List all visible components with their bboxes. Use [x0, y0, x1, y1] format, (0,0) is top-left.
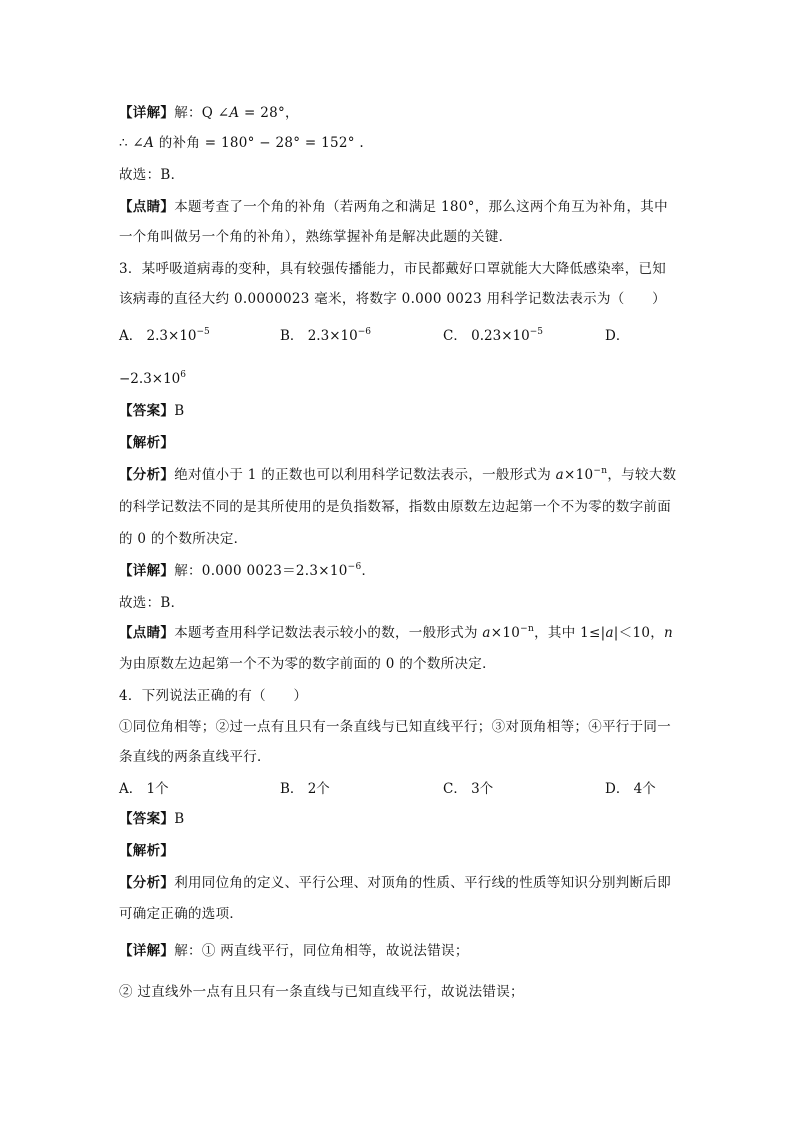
q4-option-b: B． 2个 — [280, 781, 330, 797]
detail-4-line-2: ② 过直线外一点有且只有一条直线与已知直线平行，故说法错误； — [119, 984, 524, 1000]
q3-option-d-letter: D． — [605, 328, 630, 344]
analysis-heading-4: 【解析】 — [119, 843, 175, 859]
analysis-3-line-2: 的科学记数法不同的是其所使用的是负指数幂，指数由原数左边起第一个不为零的数字前面 — [119, 499, 671, 515]
answer-3: 【答案】B — [119, 403, 185, 419]
circled-number-1: ① — [201, 943, 216, 959]
analysis-heading-3: 【解析】 — [119, 435, 175, 451]
q3-option-a: A． $2.3\times 10^{-5}$ — [119, 327, 210, 344]
q4-option-c: C． 3个 — [443, 781, 494, 797]
choose-line-3: 故选：B． — [119, 595, 185, 611]
label-analysis: 【分析】 — [119, 875, 175, 891]
question-3-line-2: 该病毒的直径大约 0.0000023 毫米，将数字 0.000 0023 用科学记数法表示为（ ） — [119, 291, 666, 307]
label-remark: 【点睛】 — [119, 625, 175, 641]
remark-3-line-1: 【点睛】本题考查用科学记数法表示较小的数，一般形式为 $a\times 10^{-n}$，其中 1≤|a|＜10，n — [119, 624, 674, 641]
detail-4-line-1: 【详解】解：① 两直线平行，同位角相等，故说法错误； — [119, 943, 469, 959]
analysis-4-line-1: 【分析】利用同位角的定义、平行公理、对顶角的性质、平行线的性质等知识分别判断后即 — [119, 875, 672, 891]
question-4-statements-2: 条直线的两条直线平行． — [119, 749, 271, 765]
q3-option-b: B． $2.3\times 10^{-6}$ — [280, 327, 371, 344]
q3-option-d-value: $-2.3\times 10^6$ — [119, 370, 187, 387]
question-3-line-1: 3．某呼吸道病毒的变种，具有较强传播能力，市民都戴好口罩就能大大降低感染率，已知 — [119, 261, 667, 277]
q4-option-a: A． 1个 — [119, 781, 169, 797]
answer-4: 【答案】B — [119, 811, 185, 827]
solution-line-1: 【详解】解：Q ∠A = 28°， — [119, 105, 299, 121]
circled-number-2: ② — [119, 984, 133, 1000]
solution-line-2: ∴ ∠A 的补角 = 180° − 28° = 152° . — [119, 135, 364, 151]
label-detail: 【详解】 — [119, 563, 175, 579]
label-answer: 【答案】 — [119, 811, 175, 827]
choose-line: 故选：B． — [119, 167, 185, 183]
question-4-statements-1: ①同位角相等；②过一点有且只有一条直线与已知直线平行；③对顶角相等；④平行于同一 — [119, 719, 671, 735]
label-analysis: 【分析】 — [119, 467, 175, 483]
label-answer: 【答案】 — [119, 403, 175, 419]
q4-option-d: D． 4个 — [605, 781, 656, 797]
analysis-3-line-1: 【分析】绝对值小于 1 的正数也可以利用科学记数法表示，一般形式为 $a\times 10^{-n}$，与较大数 — [119, 466, 677, 483]
detail-3: 【详解】解：0.000 $0023=2.3\times 10^{-6}$． — [119, 562, 376, 579]
analysis-3-line-3: 的 0 的个数所决定． — [119, 531, 248, 547]
label-detail: 【详解】 — [119, 943, 175, 959]
analysis-4-line-2: 可确定正确的选项． — [119, 906, 244, 922]
label-detail: 【详解】 — [119, 105, 175, 121]
q3-option-c: C． $0.23\times 10^{-5}$ — [443, 327, 543, 344]
remark-3-line-2: 为由原数左边起第一个不为零的数字前面的 0 的个数所决定． — [119, 656, 496, 672]
remark-line-1: 【点睛】本题考查了一个角的补角（若两角之和满足 180°，那么这两个角互为补角，其中 — [119, 199, 668, 215]
question-4: 4．下列说法正确的有（ ） — [119, 688, 308, 704]
remark-line-2: 一个角叫做另一个角的补角），熟练掌握补角是解决此题的关键． — [119, 229, 513, 245]
label-remark: 【点睛】 — [119, 199, 175, 215]
